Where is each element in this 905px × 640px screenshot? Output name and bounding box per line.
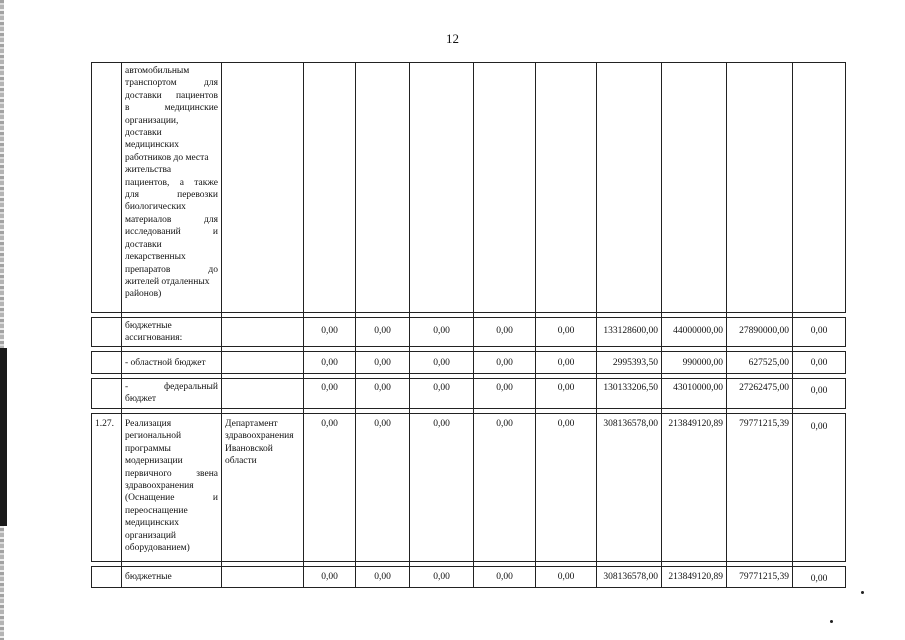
value-cell: 0,00: [536, 352, 597, 374]
value-cell: 133128600,00: [597, 318, 662, 347]
description-line: оборудованием): [125, 543, 190, 554]
value-cell: 0,00: [304, 318, 356, 347]
description-line: организации,: [125, 115, 179, 126]
value-cell: 79771215,39: [727, 567, 793, 588]
value-cell: 43010000,00: [662, 379, 727, 409]
value-cell: 0,00: [793, 379, 846, 409]
description-line: материалов для: [125, 214, 218, 225]
cell-value: [536, 63, 597, 313]
value-cell: 27262475,00: [727, 379, 793, 409]
federal-label-tail: бюджет: [125, 394, 157, 405]
page-number: 12: [446, 31, 459, 46]
value-cell: 0,00: [474, 567, 536, 588]
scan-speck: [861, 591, 864, 594]
value-cell: 0,00: [536, 567, 597, 588]
value-cell: 308136578,00: [597, 414, 662, 562]
value-cell: 0,00: [356, 352, 410, 374]
description-line: модернизации: [125, 456, 183, 467]
value-cell: 213849120,89: [662, 414, 727, 562]
value-cell: 0,00: [410, 379, 474, 409]
description-line: жительства: [125, 165, 172, 176]
cell-number: [92, 567, 122, 588]
value-cell: 0,00: [474, 318, 536, 347]
description-line: пациентов, а также: [125, 177, 218, 188]
item-description-cell: [122, 414, 222, 562]
budget-label: ассигнования:: [125, 333, 183, 344]
description-line: организаций: [125, 530, 177, 541]
description-line: исследований и: [125, 227, 218, 238]
executor-line: Департамент: [225, 419, 278, 429]
budget-label: бюджетные: [122, 567, 222, 588]
value-cell: 0,00: [793, 567, 846, 588]
description-line: биологических: [125, 202, 186, 213]
table-row-federal: [92, 379, 846, 409]
table-row-budget: [92, 318, 846, 347]
scan-speck: [830, 620, 833, 623]
description-line: для перевозки: [125, 190, 218, 201]
description-line: медицинских: [125, 518, 179, 529]
description-line: здравоохранения: [125, 481, 194, 492]
cell-executor: [222, 63, 304, 313]
intro-description-cell: [122, 63, 222, 313]
table-row-regional: [92, 352, 846, 374]
cell-value: [662, 63, 727, 313]
description-line: работников до места: [125, 152, 209, 163]
item-number: 1.27.: [92, 414, 122, 562]
executor-line: Ивановской: [225, 443, 273, 454]
cell-value: [474, 63, 536, 313]
value-cell: 0,00: [410, 414, 474, 562]
value-cell: 0,00: [793, 318, 846, 347]
cell-number: [92, 63, 122, 313]
description-line: региональной: [125, 431, 182, 442]
description-line: в медицинские: [125, 103, 218, 114]
value-cell: 0,00: [536, 414, 597, 562]
description-line: лекарственных: [125, 252, 186, 263]
value-cell: 79771215,39: [727, 414, 793, 562]
value-cell: 0,00: [536, 379, 597, 409]
executor-line: области: [225, 456, 257, 467]
table-row-item-1-27: [92, 414, 846, 562]
value-cell: 0,00: [474, 414, 536, 562]
value-cell: 0,00: [474, 352, 536, 374]
budget-label: бюджетные: [125, 321, 172, 331]
description-line: автомобильным: [125, 66, 190, 76]
federal-label: - федеральный: [125, 382, 218, 392]
cell-value: [304, 63, 356, 313]
executor-line: здравоохранения: [225, 431, 294, 442]
description-line: транспортом для: [125, 78, 218, 89]
description-line: переоснащение: [125, 505, 188, 516]
cell-value: [597, 63, 662, 313]
value-cell: 0,00: [356, 567, 410, 588]
description-line: доставки: [125, 128, 162, 139]
value-cell: 990000,00: [662, 352, 727, 374]
value-cell: 0,00: [474, 379, 536, 409]
cell-executor: [222, 379, 304, 409]
description-line: (Оснащение и: [125, 493, 218, 504]
cell-value: [793, 63, 846, 313]
value-cell: 0,00: [536, 318, 597, 347]
description-line: доставки: [125, 239, 162, 250]
value-cell: 0,00: [356, 414, 410, 562]
value-cell: 0,00: [304, 352, 356, 374]
description-line: Реализация: [125, 419, 172, 429]
value-cell: 44000000,00: [662, 318, 727, 347]
cell-executor: [222, 318, 304, 347]
cell-number: [92, 379, 122, 409]
description-line: первичного звена: [125, 468, 218, 479]
description-line: препаратов до: [125, 264, 218, 275]
description-line: программы: [125, 443, 171, 454]
value-cell: 0,00: [304, 379, 356, 409]
table-row-intro: [92, 63, 846, 313]
value-cell: 0,00: [793, 414, 846, 562]
value-cell: 0,00: [356, 379, 410, 409]
description-line: медицинских: [125, 140, 179, 151]
description-line: жителей отдаленных: [125, 276, 210, 287]
value-cell: 130133206,50: [597, 379, 662, 409]
value-cell: 0,00: [410, 567, 474, 588]
cell-value: [410, 63, 474, 313]
value-cell: 627525,00: [727, 352, 793, 374]
regional-label: - областной бюджет: [122, 352, 222, 374]
value-cell: 2995393,50: [597, 352, 662, 374]
value-cell: 308136578,00: [597, 567, 662, 588]
executor-cell: [222, 414, 304, 562]
cell-number: [92, 352, 122, 374]
value-cell: 27890000,00: [727, 318, 793, 347]
value-cell: 0,00: [356, 318, 410, 347]
budget-label-cell: [122, 318, 222, 347]
description-line: районов): [125, 289, 162, 300]
cell-number: [92, 318, 122, 347]
value-cell: 0,00: [304, 567, 356, 588]
budget-table: [91, 62, 846, 588]
table-row-budget-2: [92, 567, 846, 588]
value-cell: 213849120,89: [662, 567, 727, 588]
cell-executor: [222, 352, 304, 374]
cell-value: [356, 63, 410, 313]
federal-label-cell: [122, 379, 222, 409]
cell-value: [727, 63, 793, 313]
scan-shadow-bar: [0, 348, 7, 526]
scan-edge: [0, 0, 4, 640]
value-cell: 0,00: [410, 318, 474, 347]
cell-executor: [222, 567, 304, 588]
value-cell: 0,00: [793, 352, 846, 374]
description-line: доставки пациентов: [125, 90, 218, 101]
value-cell: 0,00: [304, 414, 356, 562]
value-cell: 0,00: [410, 352, 474, 374]
